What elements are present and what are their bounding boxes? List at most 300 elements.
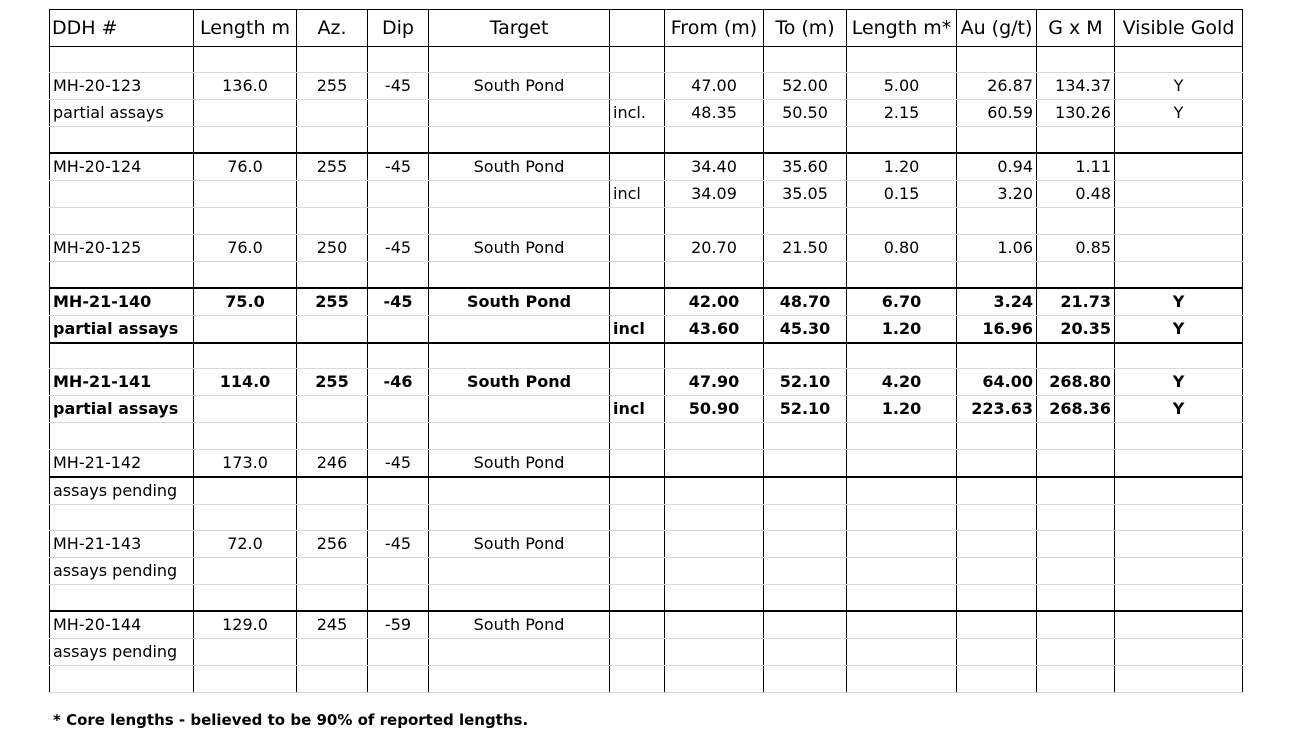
cell-ddh: MH-20-124: [50, 153, 194, 181]
cell-target: South Pond: [429, 449, 610, 477]
cell-core-length: [847, 558, 957, 585]
header-azimuth: Az.: [297, 10, 368, 47]
cell-azimuth: [297, 477, 368, 505]
cell-core-length: 0.80: [847, 234, 957, 261]
cell-to: [764, 47, 847, 73]
cell-azimuth: [297, 47, 368, 73]
cell-azimuth: [297, 585, 368, 611]
cell-gxm: 268.36: [1037, 396, 1115, 423]
cell-target: [429, 477, 610, 505]
cell-to: [764, 639, 847, 666]
header-length: Length m: [194, 10, 297, 47]
header-au: Au (g/t): [957, 10, 1037, 47]
cell-core-length: [847, 449, 957, 477]
cell-to: [764, 127, 847, 153]
cell-to: [764, 558, 847, 585]
cell-target: South Pond: [429, 369, 610, 396]
cell-au: [957, 504, 1037, 530]
cell-from: [665, 611, 764, 639]
cell-gxm: 21.73: [1037, 288, 1115, 316]
table-row: [50, 531, 1243, 558]
cell-visible-gold: [1115, 504, 1243, 530]
cell-incl: incl: [610, 396, 665, 423]
cell-core-length: 1.20: [847, 396, 957, 423]
cell-au: [957, 585, 1037, 611]
cell-gxm: [1037, 449, 1115, 477]
cell-core-length: [847, 666, 957, 692]
cell-au: [957, 47, 1037, 73]
cell-length: [194, 47, 297, 73]
table-row: [50, 504, 1243, 530]
cell-to: 52.10: [764, 369, 847, 396]
cell-au: 0.94: [957, 153, 1037, 181]
cell-to: 52.10: [764, 396, 847, 423]
drill-results-table: [49, 9, 1243, 693]
cell-dip: [368, 261, 429, 287]
cell-visible-gold: [1115, 558, 1243, 585]
cell-to: 52.00: [764, 73, 847, 100]
cell-azimuth: [297, 639, 368, 666]
cell-from: 34.40: [665, 153, 764, 181]
cell-au: [957, 343, 1037, 369]
cell-target: South Pond: [429, 531, 610, 558]
cell-incl: [610, 288, 665, 316]
cell-target: South Pond: [429, 288, 610, 316]
cell-visible-gold: Y: [1115, 288, 1243, 316]
cell-azimuth: 255: [297, 369, 368, 396]
cell-dip: [368, 504, 429, 530]
cell-ddh: partial assays: [50, 315, 194, 343]
cell-from: [665, 585, 764, 611]
cell-incl: incl: [610, 315, 665, 343]
cell-incl: [610, 423, 665, 449]
table-row: [50, 100, 1243, 127]
cell-gxm: [1037, 639, 1115, 666]
cell-core-length: [847, 639, 957, 666]
cell-dip: [368, 47, 429, 73]
cell-target: [429, 181, 610, 208]
cell-visible-gold: [1115, 343, 1243, 369]
header-incl: [610, 10, 665, 47]
cell-core-length: 1.20: [847, 153, 957, 181]
cell-ddh: [50, 261, 194, 287]
cell-core-length: 1.20: [847, 315, 957, 343]
cell-from: 34.09: [665, 181, 764, 208]
cell-incl: [610, 73, 665, 100]
cell-visible-gold: [1115, 423, 1243, 449]
cell-au: [957, 423, 1037, 449]
cell-ddh: MH-20-123: [50, 73, 194, 100]
table-row: [50, 369, 1243, 396]
cell-core-length: [847, 423, 957, 449]
cell-to: [764, 343, 847, 369]
cell-target: [429, 47, 610, 73]
cell-azimuth: [297, 127, 368, 153]
table-row: [50, 315, 1243, 343]
table-row: [50, 153, 1243, 181]
cell-from: [665, 423, 764, 449]
cell-from: 48.35: [665, 100, 764, 127]
cell-to: [764, 449, 847, 477]
cell-dip: [368, 343, 429, 369]
table-row: [50, 234, 1243, 261]
cell-length: 76.0: [194, 234, 297, 261]
cell-length: 72.0: [194, 531, 297, 558]
cell-length: [194, 666, 297, 692]
cell-visible-gold: [1115, 666, 1243, 692]
table-row: [50, 477, 1243, 505]
cell-length: [194, 181, 297, 208]
cell-azimuth: [297, 504, 368, 530]
cell-dip: [368, 396, 429, 423]
cell-ddh: MH-20-125: [50, 234, 194, 261]
cell-incl: [610, 477, 665, 505]
cell-au: 64.00: [957, 369, 1037, 396]
cell-visible-gold: [1115, 261, 1243, 287]
cell-incl: [610, 639, 665, 666]
table-row: [50, 396, 1243, 423]
table-row: [50, 423, 1243, 449]
cell-dip: [368, 100, 429, 127]
cell-au: [957, 449, 1037, 477]
cell-from: 43.60: [665, 315, 764, 343]
cell-length: 76.0: [194, 153, 297, 181]
cell-azimuth: [297, 558, 368, 585]
cell-gxm: [1037, 611, 1115, 639]
cell-to: 35.05: [764, 181, 847, 208]
cell-visible-gold: [1115, 477, 1243, 505]
cell-ddh: [50, 504, 194, 530]
cell-target: South Pond: [429, 611, 610, 639]
cell-target: [429, 261, 610, 287]
cell-core-length: 2.15: [847, 100, 957, 127]
cell-from: [665, 558, 764, 585]
cell-ddh: [50, 585, 194, 611]
cell-target: [429, 504, 610, 530]
cell-azimuth: 255: [297, 153, 368, 181]
table-row: [50, 73, 1243, 100]
cell-core-length: [847, 127, 957, 153]
cell-core-length: [847, 531, 957, 558]
cell-length: [194, 343, 297, 369]
cell-incl: incl: [610, 181, 665, 208]
cell-au: [957, 477, 1037, 505]
cell-dip: -45: [368, 449, 429, 477]
header-to: To (m): [764, 10, 847, 47]
cell-incl: [610, 369, 665, 396]
cell-core-length: 4.20: [847, 369, 957, 396]
cell-visible-gold: [1115, 449, 1243, 477]
cell-length: [194, 261, 297, 287]
cell-incl: [610, 666, 665, 692]
cell-target: South Pond: [429, 234, 610, 261]
cell-visible-gold: Y: [1115, 315, 1243, 343]
cell-to: [764, 585, 847, 611]
cell-azimuth: 250: [297, 234, 368, 261]
cell-incl: incl.: [610, 100, 665, 127]
cell-visible-gold: [1115, 531, 1243, 558]
cell-au: 60.59: [957, 100, 1037, 127]
cell-visible-gold: [1115, 639, 1243, 666]
cell-from: [665, 343, 764, 369]
cell-length: 129.0: [194, 611, 297, 639]
cell-au: [957, 666, 1037, 692]
cell-target: [429, 585, 610, 611]
cell-target: [429, 100, 610, 127]
cell-dip: -59: [368, 611, 429, 639]
cell-gxm: 20.35: [1037, 315, 1115, 343]
cell-visible-gold: [1115, 47, 1243, 73]
cell-dip: -46: [368, 369, 429, 396]
table-row: [50, 611, 1243, 639]
cell-from: [665, 127, 764, 153]
cell-ddh: [50, 343, 194, 369]
header-gxm: G x M: [1037, 10, 1115, 47]
cell-azimuth: [297, 100, 368, 127]
cell-dip: [368, 127, 429, 153]
cell-incl: [610, 611, 665, 639]
cell-length: [194, 315, 297, 343]
table-row: [50, 558, 1243, 585]
cell-visible-gold: [1115, 234, 1243, 261]
cell-ddh: MH-21-142: [50, 449, 194, 477]
cell-gxm: [1037, 666, 1115, 692]
table-row: [50, 47, 1243, 73]
table-row: [50, 127, 1243, 153]
cell-length: [194, 585, 297, 611]
cell-incl: [610, 558, 665, 585]
cell-length: [194, 558, 297, 585]
cell-from: 50.90: [665, 396, 764, 423]
cell-target: South Pond: [429, 73, 610, 100]
cell-length: 173.0: [194, 449, 297, 477]
cell-from: [665, 504, 764, 530]
cell-incl: [610, 585, 665, 611]
cell-dip: -45: [368, 73, 429, 100]
table-row: [50, 288, 1243, 316]
cell-visible-gold: Y: [1115, 100, 1243, 127]
cell-au: 3.20: [957, 181, 1037, 208]
cell-core-length: [847, 47, 957, 73]
cell-incl: [610, 47, 665, 73]
cell-incl: [610, 234, 665, 261]
cell-incl: [610, 208, 665, 234]
cell-to: [764, 261, 847, 287]
cell-length: [194, 504, 297, 530]
cell-core-length: [847, 208, 957, 234]
cell-au: [957, 531, 1037, 558]
cell-gxm: [1037, 423, 1115, 449]
cell-azimuth: 256: [297, 531, 368, 558]
cell-gxm: [1037, 531, 1115, 558]
cell-dip: [368, 423, 429, 449]
cell-to: 48.70: [764, 288, 847, 316]
cell-gxm: [1037, 261, 1115, 287]
cell-core-length: [847, 261, 957, 287]
cell-visible-gold: [1115, 181, 1243, 208]
cell-ddh: [50, 127, 194, 153]
cell-gxm: 0.85: [1037, 234, 1115, 261]
cell-au: 3.24: [957, 288, 1037, 316]
table-row: [50, 585, 1243, 611]
cell-gxm: [1037, 477, 1115, 505]
cell-ddh: MH-21-141: [50, 369, 194, 396]
cell-from: [665, 47, 764, 73]
cell-dip: [368, 477, 429, 505]
cell-core-length: 5.00: [847, 73, 957, 100]
cell-core-length: [847, 585, 957, 611]
cell-visible-gold: Y: [1115, 369, 1243, 396]
cell-azimuth: 255: [297, 288, 368, 316]
table-row: [50, 449, 1243, 477]
cell-from: 20.70: [665, 234, 764, 261]
header-from: From (m): [665, 10, 764, 47]
cell-from: 42.00: [665, 288, 764, 316]
cell-ddh: assays pending: [50, 639, 194, 666]
cell-incl: [610, 153, 665, 181]
cell-azimuth: [297, 208, 368, 234]
cell-from: [665, 208, 764, 234]
cell-to: 21.50: [764, 234, 847, 261]
cell-length: [194, 477, 297, 505]
cell-gxm: [1037, 504, 1115, 530]
cell-incl: [610, 449, 665, 477]
cell-to: [764, 504, 847, 530]
cell-from: 47.00: [665, 73, 764, 100]
cell-azimuth: [297, 315, 368, 343]
cell-ddh: MH-21-143: [50, 531, 194, 558]
cell-core-length: [847, 504, 957, 530]
cell-dip: [368, 315, 429, 343]
cell-target: [429, 396, 610, 423]
cell-ddh: [50, 47, 194, 73]
cell-target: [429, 343, 610, 369]
cell-au: [957, 558, 1037, 585]
cell-ddh: partial assays: [50, 396, 194, 423]
cell-dip: -45: [368, 531, 429, 558]
cell-from: [665, 666, 764, 692]
cell-gxm: [1037, 585, 1115, 611]
cell-azimuth: 246: [297, 449, 368, 477]
cell-to: 45.30: [764, 315, 847, 343]
cell-to: [764, 423, 847, 449]
cell-dip: -45: [368, 288, 429, 316]
cell-ddh: partial assays: [50, 100, 194, 127]
cell-dip: -45: [368, 153, 429, 181]
cell-target: [429, 639, 610, 666]
cell-dip: [368, 181, 429, 208]
cell-length: [194, 208, 297, 234]
table-row: [50, 343, 1243, 369]
cell-dip: [368, 558, 429, 585]
cell-target: South Pond: [429, 153, 610, 181]
cell-visible-gold: [1115, 153, 1243, 181]
cell-au: [957, 611, 1037, 639]
cell-to: 35.60: [764, 153, 847, 181]
cell-au: [957, 261, 1037, 287]
cell-length: [194, 396, 297, 423]
cell-azimuth: 245: [297, 611, 368, 639]
cell-length: [194, 127, 297, 153]
header-dip: Dip: [368, 10, 429, 47]
cell-to: [764, 208, 847, 234]
cell-dip: [368, 666, 429, 692]
cell-target: [429, 558, 610, 585]
cell-to: [764, 666, 847, 692]
cell-target: [429, 315, 610, 343]
cell-gxm: 1.11: [1037, 153, 1115, 181]
footnote: * Core lengths - believed to be 90% of reported lengths.: [53, 711, 529, 729]
cell-ddh: assays pending: [50, 558, 194, 585]
cell-ddh: [50, 208, 194, 234]
cell-azimuth: [297, 181, 368, 208]
cell-au: 223.63: [957, 396, 1037, 423]
cell-ddh: MH-20-144: [50, 611, 194, 639]
cell-azimuth: 255: [297, 73, 368, 100]
cell-from: [665, 449, 764, 477]
cell-visible-gold: [1115, 208, 1243, 234]
cell-ddh: [50, 181, 194, 208]
cell-visible-gold: Y: [1115, 73, 1243, 100]
cell-length: [194, 639, 297, 666]
cell-target: [429, 666, 610, 692]
cell-dip: [368, 208, 429, 234]
cell-core-length: [847, 477, 957, 505]
table-row: [50, 261, 1243, 287]
cell-to: 50.50: [764, 100, 847, 127]
cell-gxm: [1037, 343, 1115, 369]
cell-azimuth: [297, 343, 368, 369]
cell-length: 114.0: [194, 369, 297, 396]
cell-azimuth: [297, 396, 368, 423]
cell-gxm: 130.26: [1037, 100, 1115, 127]
cell-au: 26.87: [957, 73, 1037, 100]
cell-ddh: MH-21-140: [50, 288, 194, 316]
cell-from: 47.90: [665, 369, 764, 396]
table-row: [50, 208, 1243, 234]
cell-from: [665, 477, 764, 505]
cell-core-length: [847, 611, 957, 639]
cell-visible-gold: [1115, 127, 1243, 153]
cell-incl: [610, 261, 665, 287]
cell-azimuth: [297, 666, 368, 692]
cell-dip: [368, 639, 429, 666]
cell-length: 75.0: [194, 288, 297, 316]
cell-target: [429, 208, 610, 234]
cell-incl: [610, 504, 665, 530]
table-row: [50, 666, 1243, 692]
cell-gxm: 0.48: [1037, 181, 1115, 208]
cell-visible-gold: [1115, 611, 1243, 639]
cell-to: [764, 531, 847, 558]
cell-core-length: 0.15: [847, 181, 957, 208]
cell-to: [764, 611, 847, 639]
cell-length: 136.0: [194, 73, 297, 100]
cell-from: [665, 531, 764, 558]
cell-incl: [610, 127, 665, 153]
header-visible-gold: Visible Gold: [1115, 10, 1243, 47]
cell-au: [957, 208, 1037, 234]
cell-incl: [610, 343, 665, 369]
cell-azimuth: [297, 423, 368, 449]
cell-ddh: [50, 423, 194, 449]
cell-dip: -45: [368, 234, 429, 261]
cell-au: 16.96: [957, 315, 1037, 343]
cell-from: [665, 639, 764, 666]
header-target: Target: [429, 10, 610, 47]
cell-dip: [368, 585, 429, 611]
cell-length: [194, 423, 297, 449]
